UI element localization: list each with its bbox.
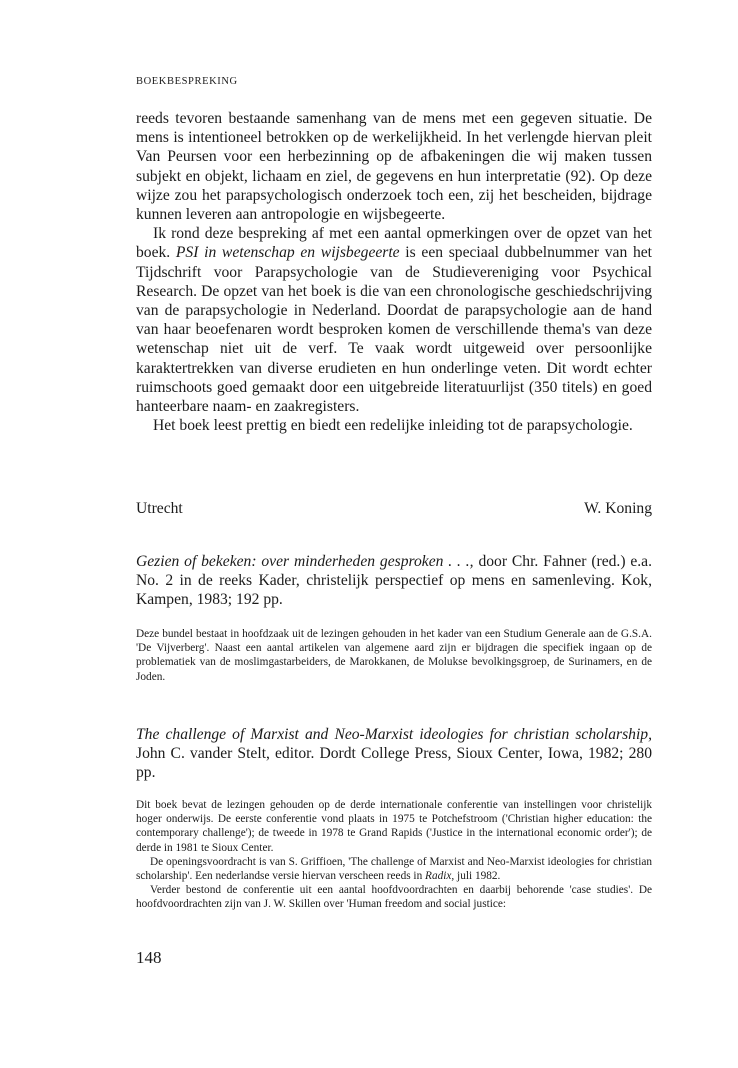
review-paragraph-3: Het boek leest prettig en biedt een redelijke inleiding tot de parapsychologie.	[153, 417, 633, 435]
signature-line	[136, 500, 652, 518]
entry-1-details: door Chr. Fahner (red.) e.a. No. 2 in de reeks Kader, christelijk perspectief op mens en samenleving. Kok, Kampen, 1983; 192 pp.	[136, 553, 653, 609]
review-paragraph-1: reeds tevoren bestaande samenhang van de mens met een gegeven situatie. De mens is intentioneel betrokken op de werkelijkheid. In het verlengde hiervan pleit Van Peursen voor een herbezinning op de afbakeningen die wij maken tussen subjekt en objekt, lichaam en ziel, de gegevens en hun interpretatie (92). Op deze wijze zou het parapsychologisch onderzoek toch een, zij het bescheiden, bijdrage kunnen leveren aan antropologie en wijsbegeerte.	[136, 110, 652, 224]
entry-2-paragraph-2: De openingsvoordracht is van S. Griffioen, 'The challenge of Marxist and Neo-Marxist ideologies for christian scholarship'. Een nederlandse versie hiervan verscheen reeds in Radix, juli 1982.	[136, 855, 652, 883]
entry-1-heading	[136, 552, 652, 610]
reviewer-name: W. Koning	[584, 500, 652, 517]
entry-2-details: John C. vander Stelt, editor. Dordt College Press, Sioux Center, Iowa, 1982; 280 pp.	[136, 745, 652, 782]
entry-2-description	[136, 798, 652, 912]
running-head: BOEKBESPREKING	[136, 76, 238, 87]
journal-title: Radix,	[425, 870, 455, 883]
entry-2-heading	[136, 725, 652, 783]
page-number: 148	[136, 948, 162, 967]
entry-2-paragraph-3: Verder bestond de conferentie uit een aantal hoofdvoordrachten en daarbij behorende 'case studies'. De hoofdvoordrachten zijn van J. W. Skillen over 'Human freedom and social justice:	[136, 884, 652, 911]
entry-2-title: The challenge of Marxist and Neo-Marxist ideologies for christian scholarship,	[136, 726, 652, 743]
review-body	[136, 109, 652, 435]
entry-1-title: Gezien of bekeken: over minderheden gesproken . . .,	[136, 553, 474, 570]
entry-1-description: Deze bundel bestaat in hoofdzaak uit de lezingen gehouden in het kader van een Studium Generale aan de G.S.A. 'De Vijverberg'. Naast een aantal artikelen van algemene aard zijn er bijdragen die specifiek ingaan op de problematiek van de moslimgastarbeiders, de Marokkanen, de Molukse bevolkingsgroep, de Surinamers, en de Joden.	[136, 628, 652, 683]
review-paragraph-2: Ik rond deze bespreking af met een aantal opmerkingen over de opzet van het boek. PSI in wetenschap en wijsbegeerte is een speciaal dubbelnummer van het Tijdschrift voor Parapsychologie van de Studievereniging voor Psychical Research. De opzet van het boek is die van een chronologische geschiedschrijving van de parapsychologie in Nederland. Doordat de parapsychologie aan de hand van haar beoefenaren wordt besproken komen de verschillende thema's van deze wetenschap niet uit de verf. Te vaak wordt uitgeweid over persoonlijke karaktertrekken van diverse erudieten en hun onderlinge veten. Dit wordt echter ruimschoots goed gemaakt door een uitgebreide literatuurlijst (350 titels) en goed hanteerbare naam- en zaakregisters.	[136, 225, 652, 416]
book-title: PSI in wetenschap en wijsbegeerte	[175, 244, 400, 262]
entry-2-paragraph-1: Dit boek bevat de lezingen gehouden op de derde internationale conferentie van instellingen voor christelijk hoger onderwijs. De eerste conferentie vond plaats in 1975 te Potchefstroom ('Christian higher education: the contemporary challenge'); de tweede in 1978 te Grand Rapids ('Justice in the international economic order'); de derde in 1981 te Sioux Center.	[136, 799, 652, 854]
review-place: Utrecht	[136, 500, 183, 517]
